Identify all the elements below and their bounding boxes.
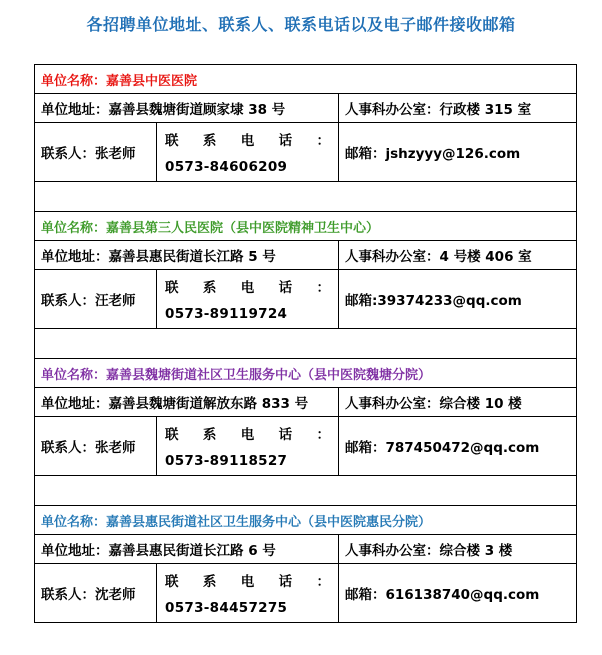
unit-address: 单位地址：嘉善县惠民街道长江路 6 号 <box>35 535 339 564</box>
unit-email: 邮箱：jshzyyy@126.com <box>339 123 577 182</box>
spacer-row <box>35 182 577 212</box>
units-table <box>34 64 577 623</box>
unit-address-row <box>35 535 577 564</box>
unit-name-row <box>35 212 577 241</box>
unit-contact: 联系人：沈老师 <box>35 564 157 623</box>
unit-contact-row <box>35 564 577 623</box>
unit-phone: 0573-84606209 <box>165 159 288 175</box>
unit-contact-row <box>35 417 577 476</box>
unit-address-row <box>35 388 577 417</box>
unit-office: 人事科办公室：4 号楼 406 室 <box>339 241 577 270</box>
unit-name-row <box>35 359 577 388</box>
unit-phone-cell <box>157 123 339 182</box>
unit-name: 单位名称：嘉善县惠民街道社区卫生服务中心（县中医院惠民分院） <box>35 506 577 535</box>
unit-address: 单位地址：嘉善县魏塘街道顾家埭 38 号 <box>35 94 339 123</box>
unit-phone: 0573-89119724 <box>165 306 288 322</box>
phone-label: 联 系 电 话 ： <box>165 427 330 443</box>
unit-contact-row <box>35 270 577 329</box>
unit-phone-cell <box>157 417 339 476</box>
unit-name-row <box>35 506 577 535</box>
spacer-row <box>35 476 577 506</box>
unit-address-row <box>35 241 577 270</box>
phone-label: 联 系 电 话 ： <box>165 574 330 590</box>
unit-office: 人事科办公室：综合楼 10 楼 <box>339 388 577 417</box>
unit-phone-cell <box>157 564 339 623</box>
unit-name: 单位名称：嘉善县第三人民医院（县中医院精神卫生中心） <box>35 212 577 241</box>
unit-phone: 0573-84457275 <box>165 600 288 616</box>
phone-label: 联 系 电 话 ： <box>165 280 330 296</box>
unit-address: 单位地址：嘉善县惠民街道长江路 5 号 <box>35 241 339 270</box>
spacer-row <box>35 329 577 359</box>
unit-contact: 联系人：张老师 <box>35 123 157 182</box>
unit-email: 邮箱：787450472@qq.com <box>339 417 577 476</box>
phone-label: 联 系 电 话 ： <box>165 133 330 149</box>
page-title: 各招聘单位地址、联系人、联系电话以及电子邮件接收邮箱 <box>86 15 516 34</box>
unit-email: 邮箱：616138740@qq.com <box>339 564 577 623</box>
unit-name: 单位名称：嘉善县魏塘街道社区卫生服务中心（县中医院魏塘分院） <box>35 359 577 388</box>
unit-phone-cell <box>157 270 339 329</box>
unit-address-row <box>35 94 577 123</box>
unit-office: 人事科办公室：综合楼 3 楼 <box>339 535 577 564</box>
unit-email: 邮箱:39374233@qq.com <box>339 270 577 329</box>
unit-contact: 联系人：张老师 <box>35 417 157 476</box>
unit-address: 单位地址：嘉善县魏塘街道解放东路 833 号 <box>35 388 339 417</box>
unit-name-row <box>35 65 577 94</box>
unit-contact-row <box>35 123 577 182</box>
unit-contact: 联系人：汪老师 <box>35 270 157 329</box>
unit-name: 单位名称：嘉善县中医医院 <box>35 65 577 94</box>
unit-office: 人事科办公室：行政楼 315 室 <box>339 94 577 123</box>
unit-phone: 0573-89118527 <box>165 453 288 469</box>
